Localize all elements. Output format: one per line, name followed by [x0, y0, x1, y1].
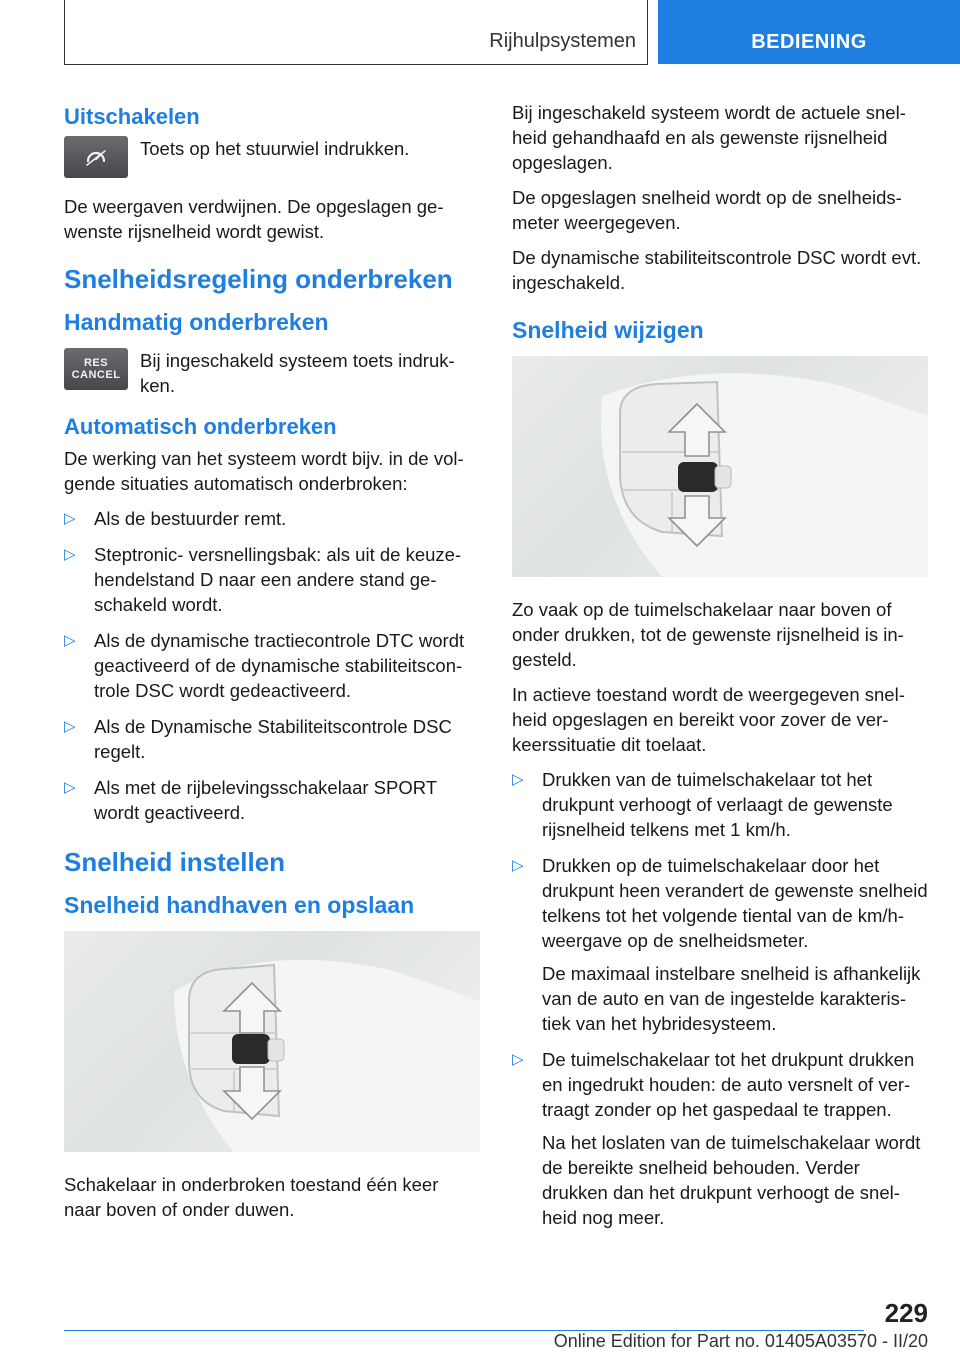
steering-wheel-illustration-2	[512, 356, 928, 577]
triangle-bullet-icon: ▷	[64, 718, 76, 735]
uitschakelen-paragraph: De weergaven verdwijnen. De opgeslagen gewenste rijsnelheid wordt gewist.	[64, 196, 444, 242]
automatisch-paragraph: De werking van het systeem wordt bijv. in de volgende situaties automatisch onderbroken:	[64, 448, 464, 494]
right-paragraph-4: Zo vaak op de tuimelschakelaar naar boven of onder drukken, tot de gewenste rijsnelheid is ingesteld.	[512, 599, 904, 670]
triangle-bullet-icon: ▷	[512, 771, 524, 788]
header-section-title: Rijhulpsystemen	[489, 30, 636, 52]
handmatig-icon-text: Bij ingeschakeld systeem toets indrukken.	[140, 350, 455, 396]
heading-instellen: Snelheid instellen	[64, 847, 286, 877]
heading-uitschakelen: Uitschakelen	[64, 104, 200, 129]
header-chapter-tab[interactable]: BEDIENING	[658, 0, 960, 64]
header-divider	[647, 0, 648, 65]
footer-edition: Online Edition for Part no. 01405A03570 - II/20	[553, 1331, 928, 1351]
page-number: 229	[884, 1298, 928, 1328]
photo-caption-left: Schakelaar in onderbroken toestand één keer naar boven of onder duwen.	[64, 1174, 439, 1220]
header-rule	[64, 64, 648, 65]
cancel-label: CANCEL	[71, 369, 121, 381]
triangle-bullet-icon: ▷	[512, 857, 524, 874]
res-label: RES	[83, 357, 109, 369]
list-item: ▷ De tuimelschakelaar tot het drukpunt drukken en ingedrukt houden: de auto versnelt of vertraagt zonder op het gaspedaal te trappen. Na het loslaten van de tuimelschakelaar wordt de bereikte snelheid behouden. Verder drukken dan het drukpunt verhoogt de snelheid nog meer.	[512, 1047, 928, 1230]
right-paragraph-5: In actieve toestand wordt de weergegeven snelheid opgeslagen en bereikt voor zover de verkeerssituatie dit toelaat.	[512, 684, 905, 755]
handmatig-instruction	[64, 348, 480, 398]
heading-handhaven: Snelheid handhaven en opslaan	[64, 892, 415, 918]
header-left-edge	[64, 0, 65, 65]
list-item-note: De maximaal instelbare snelheid is afhankelijk van de auto en van de ingestelde karakteristiek van het hybridesysteem.	[542, 963, 921, 1034]
triangle-bullet-icon: ▷	[64, 632, 76, 649]
heading-handmatig: Handmatig onderbreken	[64, 309, 329, 335]
wijzigen-list	[512, 767, 928, 1230]
heading-onderbreken: Snelheidsregeling onderbreken	[64, 264, 453, 294]
right-paragraph-3: De dynamische stabiliteitscontrole DSC wordt evt. ingeschakeld.	[512, 247, 922, 293]
triangle-bullet-icon: ▷	[64, 510, 76, 527]
uitschakelen-instruction	[64, 136, 480, 178]
triangle-bullet-icon: ▷	[512, 1051, 524, 1068]
list-item: ▷ Drukken van de tuimelschakelaar tot het drukpunt verhoogt of verlaagt de gewenste rijsnelheid telkens met 1 km/h.	[512, 769, 893, 840]
list-item: ▷ Als de dynamische tractiecontrole DTC wordt geactiveerd of de dynamische stabiliteitscontrole DSC wordt gedeactiveerd.	[64, 630, 465, 701]
right-paragraph-1: Bij ingeschakeld systeem wordt de actuele snelheid gehandhaafd en als gewenste rijsnelheid opgeslagen.	[512, 102, 906, 173]
steering-wheel-switch-photo-2	[512, 356, 928, 577]
right-column	[512, 100, 928, 1241]
right-paragraph-2: De opgeslagen snelheid wordt op de snelheidsmeter weergegeven.	[512, 187, 902, 233]
triangle-bullet-icon: ▷	[64, 779, 76, 796]
cruise-control-off-button-icon	[64, 136, 128, 178]
heading-automatisch: Automatisch onderbreken	[64, 414, 337, 439]
left-column	[64, 100, 480, 1232]
list-item-note: Na het loslaten van de tuimelschakelaar wordt de bereikte snelheid behouden. Verder drukken dan het drukpunt verhoogt de snelheid nog meer.	[542, 1132, 921, 1228]
automatisch-list	[64, 506, 480, 825]
steering-wheel-switch-photo	[64, 931, 480, 1152]
list-item: ▷ Als de Dynamische Stabiliteitscontrole DSC regelt.	[64, 716, 452, 762]
uitschakelen-icon-text: Toets op het stuurwiel indrukken.	[140, 138, 410, 159]
steering-wheel-illustration	[64, 931, 480, 1152]
list-item: ▷ Als de bestuurder remt.	[64, 508, 287, 529]
res-cancel-button-icon	[64, 348, 128, 390]
list-item: ▷ Als met de rijbelevingsschakelaar SPORT wordt geactiveerd.	[64, 777, 437, 823]
list-item: ▷ Steptronic- versnellingsbak: als uit de keuzehendelstand D naar een andere stand geschakeld wordt.	[64, 544, 462, 615]
triangle-bullet-icon: ▷	[64, 546, 76, 563]
heading-wijzigen: Snelheid wijzigen	[512, 317, 704, 343]
speedometer-off-icon	[83, 146, 109, 168]
list-item: ▷ Drukken op de tuimelschakelaar door het drukpunt heen verandert de gewenste snelheid telkens tot het volgende tiental van de km/h-weergave op de snelheidsmeter. De maximaal instelbare snelheid is afhankelijk van de auto en van de ingestelde karakteristiek van het hybridesysteem.	[512, 855, 928, 1034]
